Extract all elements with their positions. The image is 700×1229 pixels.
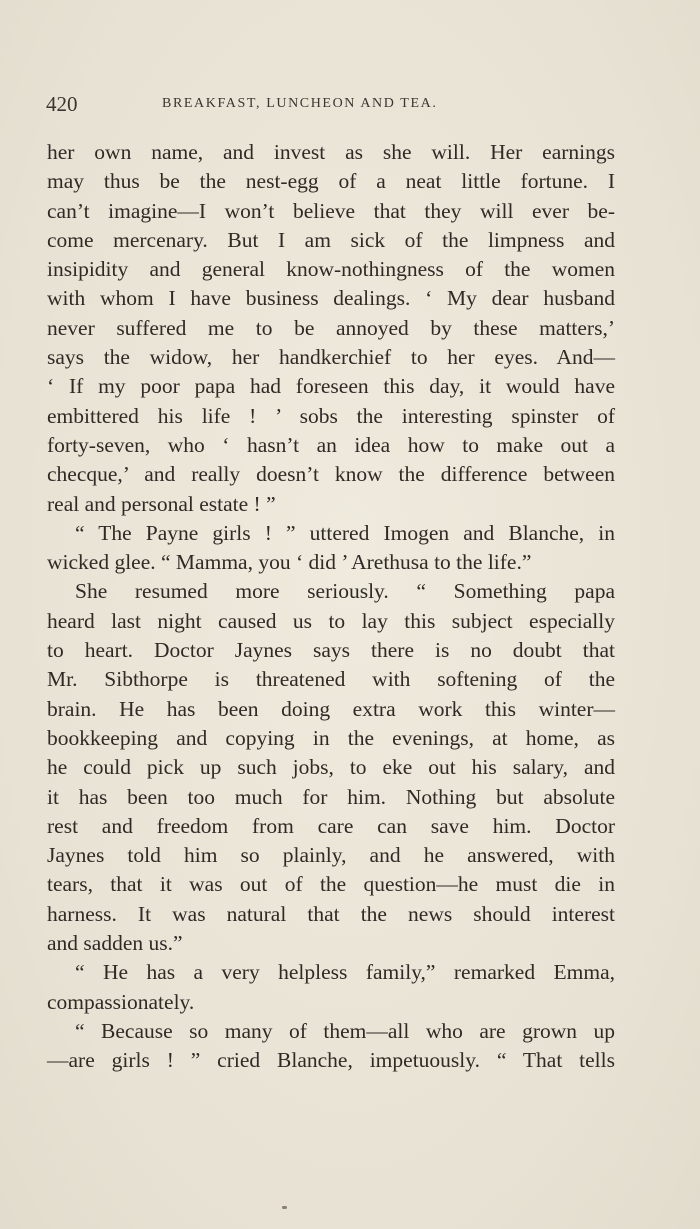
page-header — [46, 92, 616, 120]
text-line: tears, that it was out of the question—he must die in — [47, 872, 615, 897]
text-line: checque,’ and really doesn’t know the difference between — [47, 462, 615, 487]
text-line: brain. He has been doing extra work this winter— — [47, 696, 615, 721]
text-line: to heart. Doctor Jaynes says there is no doubt that — [47, 638, 615, 663]
text-line: may thus be the nest-egg of a neat little fortune. I — [47, 169, 615, 194]
text-line: embittered his life ! ’ sobs the interesting spinster of — [47, 403, 615, 428]
text-line: ‘ If my poor papa had foreseen this day, it would have — [47, 374, 615, 399]
text-line: heard last night caused us to lay this subject especially — [47, 608, 615, 633]
page-number: 420 — [46, 92, 78, 116]
body-text — [47, 138, 615, 1076]
text-line: wicked glee. “ Mamma, you ‘ did ’ Arethusa to the life.” — [47, 550, 532, 575]
text-line: insipidity and general know-nothingness of the women — [47, 257, 615, 282]
text-line: forty-seven, who ‘ hasn’t an idea how to make out a — [47, 432, 615, 457]
text-line: —are girls ! ” cried Blanche, impetuously. “ That tells — [47, 1048, 615, 1073]
text-line: Mr. Sibthorpe is threatened with softening of the — [47, 667, 615, 692]
page-speck — [282, 1206, 287, 1209]
text-line: he could pick up such jobs, to eke out his salary, and — [47, 755, 615, 780]
text-line: bookkeeping and copying in the evenings, at home, as — [47, 725, 615, 750]
text-line: and sadden us.” — [47, 931, 183, 956]
text-line: can’t imagine—I won’t believe that they will ever be- — [47, 198, 615, 223]
text-line: “ Because so many of them—all who are grown up — [75, 1018, 615, 1043]
text-line: harness. It was natural that the news should interest — [47, 901, 615, 926]
text-line: Jaynes told him so plainly, and he answered, with — [47, 843, 615, 868]
text-line: never suffered me to be annoyed by these matters,’ — [47, 315, 615, 340]
text-line: real and personal estate ! ” — [47, 491, 276, 516]
text-line: says the widow, her handkerchief to her eyes. And— — [47, 345, 615, 370]
text-line: rest and freedom from care can save him. Doctor — [47, 813, 615, 838]
text-line: with whom I have business dealings. ‘ My dear husband — [47, 286, 615, 311]
text-line: her own name, and invest as she will. Her earnings — [47, 140, 615, 164]
text-line: She resumed more seriously. “ Something papa — [75, 579, 615, 604]
text-line: come mercenary. But I am sick of the limpness and — [47, 227, 615, 252]
text-line: it has been too much for him. Nothing but absolute — [47, 784, 615, 809]
text-line: compassionately. — [47, 989, 195, 1014]
text-line: “ He has a very helpless family,” remarked Emma, — [75, 960, 615, 985]
running-head: BREAKFAST, LUNCHEON AND TEA. — [162, 96, 438, 111]
text-line: “ The Payne girls ! ” uttered Imogen and Blanche, in — [75, 520, 615, 545]
